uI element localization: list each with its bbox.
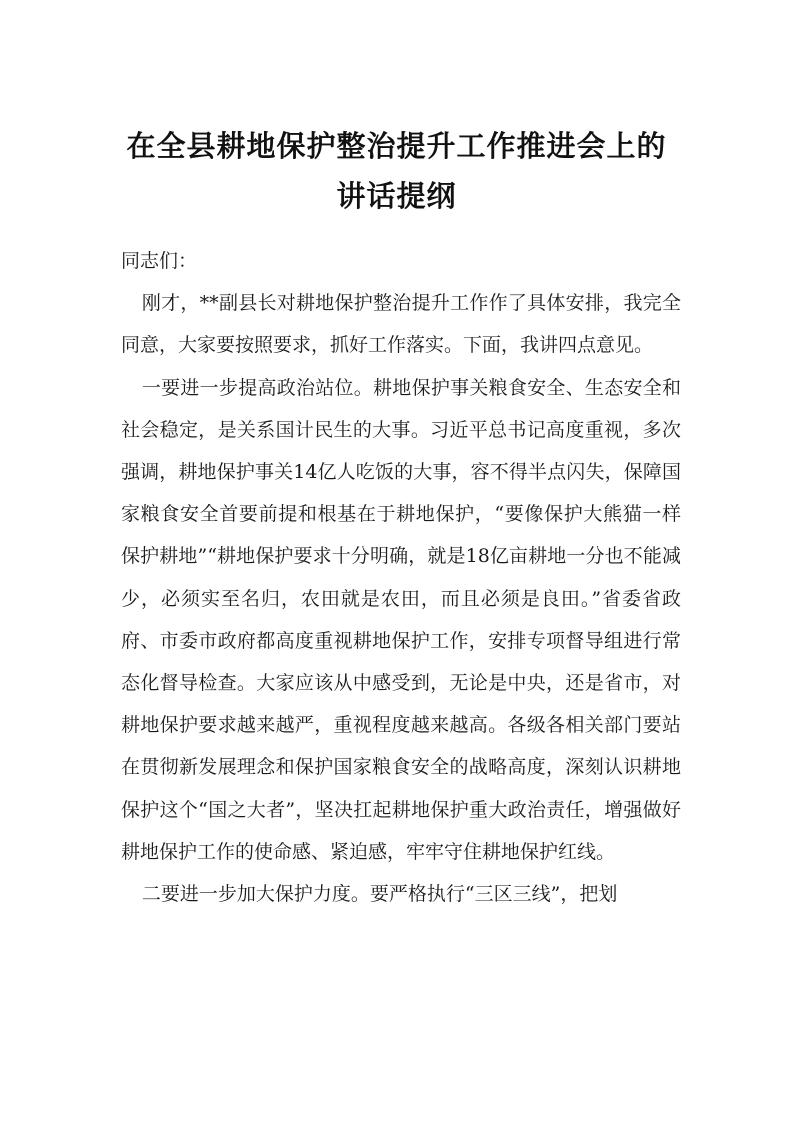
paragraph-point-two: 二要进一步加大保护力度。要严格执行“三区三线”，把划 xyxy=(141,883,618,906)
paragraph-point-one: 一要进一步提高政治站位。耕地保护事关粮食安全、生态安全和社会稳定，是关系国计民生的大事。习近平总书记高度重视，多次强调，耕地保护事关14亿人吃饭的大事，容不得半点闪失，保障国家粮食安全首要前提和根基在于耕地保护，“要像保护大熊猫一样保护耕地”“耕地保护要求十分明确，就是18亿亩耕地一分也不能减少，必须实至名归，农田就是农田，而且必须是良田。”省委省政府、市委市政府都高度重视耕地保护工作，安排专项督导组进行常态化督导检查。大家应该从中感受到，无论是中央，还是省市，对耕地保护要求越来越严，重视程度越来越高。各级各相关部门要站在贯彻新发展理念和保护国家粮食安全的战略高度，深刻认识耕地保护这个“国之大者”，坚决扛起耕地保护重大政治责任，增强做好耕地保护工作的使命感、紧迫感，牢牢守住耕地保护红线。 xyxy=(121,376,681,863)
document-body xyxy=(121,240,681,915)
paragraph-opening: 刚才，**副县长对耕地保护整治提升工作作了具体安排，我完全同意，大家要按照要求，抓好工作落实。下面，我讲四点意见。 xyxy=(121,292,681,357)
document-title-line-2: 讲话提纲 xyxy=(336,179,457,213)
document-title-line-1: 在全县耕地保护整治提升工作推进会上的 xyxy=(126,129,667,163)
salutation: 同志们： xyxy=(121,250,198,272)
